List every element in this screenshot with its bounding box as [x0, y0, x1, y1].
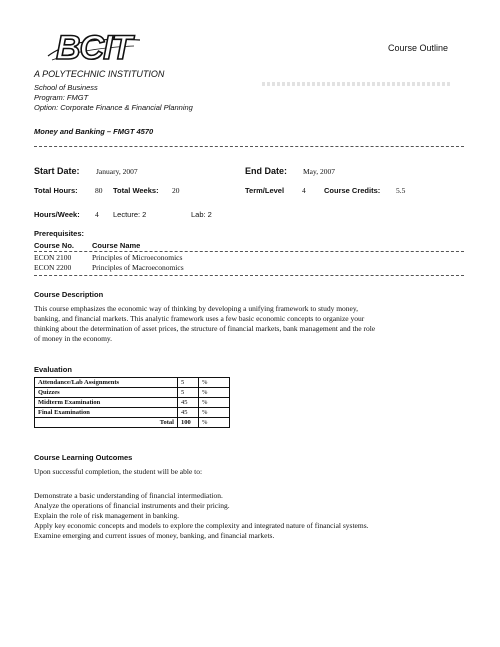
description-line: thinking about the determination of asset prices, the structure of financial markets, bank management and the role	[34, 324, 376, 333]
eval-item-symbol: %	[199, 388, 230, 398]
eval-total-symbol: %	[199, 418, 230, 428]
evaluation-heading: Evaluation	[34, 365, 72, 374]
document-type: Course Outline	[388, 43, 449, 53]
total-weeks-value: 20	[172, 186, 180, 195]
total-weeks-label: Total Weeks:	[113, 186, 159, 195]
hours-week-value: 4	[95, 210, 99, 219]
list-item: Apply key economic concepts and models to explore the complexity and integrated nature of financial systems.	[34, 521, 369, 530]
table-row-total	[35, 418, 230, 428]
evaluation-table	[34, 377, 230, 428]
eval-item-name: Midterm Examination	[35, 398, 178, 408]
course-description-text	[34, 304, 474, 344]
course-title: Money and Banking – FMGT 4570	[34, 127, 154, 136]
eval-item-symbol: %	[199, 398, 230, 408]
lecture-hours: Lecture: 2	[113, 210, 147, 219]
course-credits-value: 5.5	[396, 186, 406, 195]
term-level-label: Term/Level	[245, 186, 285, 195]
table-row	[35, 388, 230, 398]
faint-bleed-through	[262, 82, 452, 86]
table-row	[35, 378, 230, 388]
lab-hours: Lab: 2	[191, 210, 212, 219]
end-date-value: May, 2007	[303, 167, 336, 176]
learning-outcomes-heading: Course Learning Outcomes	[34, 453, 133, 462]
end-date-label: End Date:	[245, 166, 288, 176]
eval-total-label: Total	[35, 418, 178, 428]
total-hours-label: Total Hours:	[34, 186, 78, 195]
eval-item-percent: 45	[178, 398, 199, 408]
institution-tagline: A POLYTECHNIC INSTITUTION	[34, 69, 165, 79]
prereq-course-no: ECON 2100	[34, 253, 72, 262]
divider	[34, 146, 464, 147]
divider	[34, 251, 464, 252]
option-line: Option: Corporate Finance & Financial Planning	[34, 103, 193, 112]
program-line: Program: FMGT	[34, 93, 89, 102]
table-row	[35, 408, 230, 418]
description-line: of money in the economy.	[34, 334, 113, 343]
prereq-col-course-name: Course Name	[92, 241, 141, 250]
list-item: Demonstrate a basic understanding of financial intermediation.	[34, 491, 223, 500]
list-item: Analyze the operations of financial instruments and their pricing.	[34, 501, 230, 510]
eval-item-symbol: %	[199, 408, 230, 418]
prereq-course-no: ECON 2200	[34, 263, 72, 272]
total-hours-value: 80	[95, 186, 103, 195]
hours-week-label: Hours/Week:	[34, 210, 80, 219]
start-date-label: Start Date:	[34, 166, 80, 176]
eval-item-name: Attendance/Lab Assignments	[35, 378, 178, 388]
prereq-course-name: Principles of Microeconomics	[92, 253, 183, 262]
description-line: This course emphasizes the economic way of thinking by developing a unifying framework to study money,	[34, 304, 359, 313]
eval-item-name: Quizzes	[35, 388, 178, 398]
eval-item-percent: 45	[178, 408, 199, 418]
divider	[34, 275, 464, 276]
eval-total-percent: 100	[178, 418, 199, 428]
eval-item-percent: 5	[178, 378, 199, 388]
list-item: Examine emerging and current issues of money, banking, and financial markets.	[34, 531, 275, 540]
bcit-logo: BCIT	[56, 29, 132, 67]
school-block	[34, 83, 193, 113]
eval-item-percent: 5	[178, 388, 199, 398]
table-row	[35, 398, 230, 408]
learning-outcomes-list	[34, 491, 368, 541]
learning-outcomes-intro: Upon successful completion, the student will be able to:	[34, 467, 203, 476]
course-credits-label: Course Credits:	[324, 186, 381, 195]
eval-item-name: Final Examination	[35, 408, 178, 418]
school-name: School of Business	[34, 83, 98, 92]
description-line: banking, and financial markets. This analytic framework uses a few basic economic concepts to organize your	[34, 314, 365, 323]
course-description-heading: Course Description	[34, 290, 104, 299]
term-level-value: 4	[302, 186, 306, 195]
prereq-course-name: Principles of Macroeconomics	[92, 263, 184, 272]
prereq-col-course-no: Course No.	[34, 241, 75, 250]
list-item: Explain the role of risk management in banking.	[34, 511, 179, 520]
eval-item-symbol: %	[199, 378, 230, 388]
start-date-value: January, 2007	[96, 167, 138, 176]
prerequisites-heading: Prerequisites:	[34, 229, 85, 238]
